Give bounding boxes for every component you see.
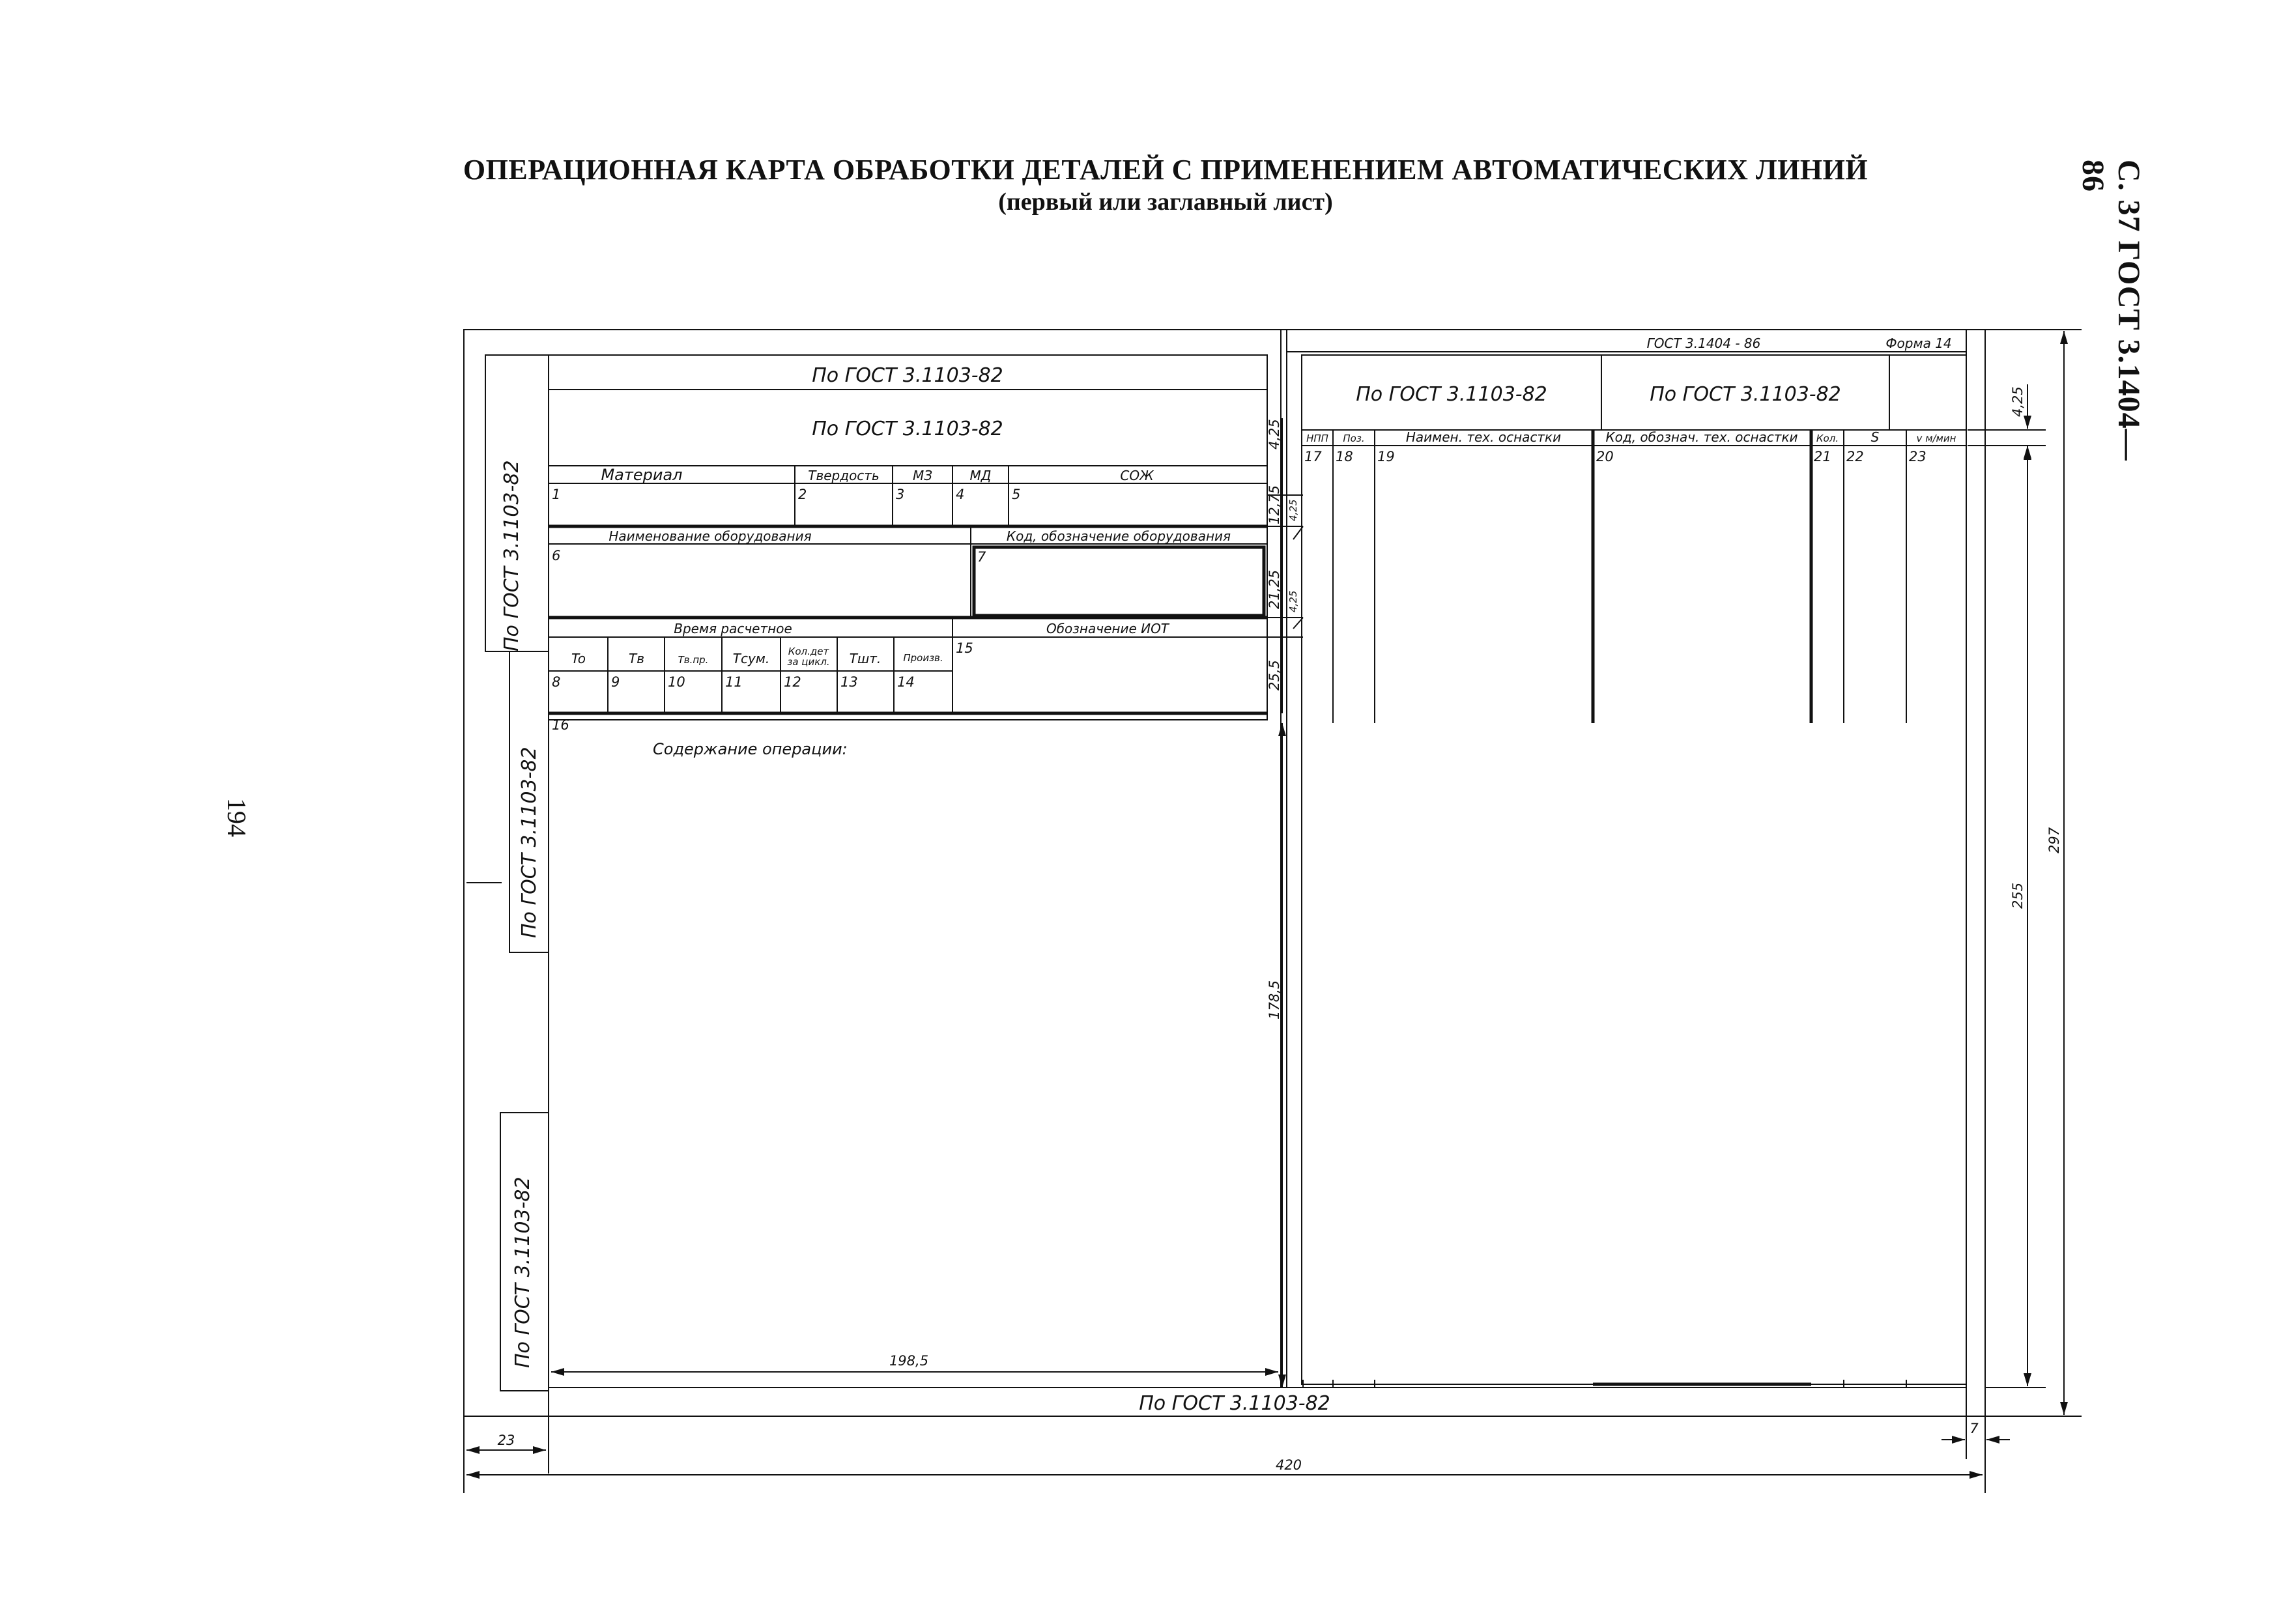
dim-255: 255	[2010, 882, 2026, 909]
dim-4-25-left: 4,25	[1267, 419, 1282, 449]
dim-25-5: 25,5	[1267, 660, 1282, 691]
outer-dim-lines	[466, 331, 2064, 1475]
cell-23: 23	[1909, 449, 1927, 464]
cell-9: 9	[611, 674, 620, 690]
dim-4-25-small-1: 4,25	[1287, 499, 1299, 521]
cell-5: 5	[1012, 487, 1021, 502]
col-qty: Кол.	[1816, 433, 1839, 444]
cell-7: 7	[977, 549, 986, 565]
margin-ref-top: По ГОСТ 3.1103-82	[500, 460, 523, 651]
col-to: To	[571, 651, 586, 666]
dim-198-5: 198,5	[889, 1353, 929, 1369]
cell-11: 11	[725, 674, 743, 690]
margin-ref-bottom: По ГОСТ 3.1103-82	[511, 1176, 534, 1368]
label-operation-content: Содержание операции:	[653, 740, 848, 758]
cell-20: 20	[1596, 449, 1614, 464]
cell-19: 19	[1377, 449, 1395, 464]
col-tsum: Tсум.	[732, 651, 770, 666]
label-coolant: СОЖ	[1120, 468, 1154, 483]
dim-178-5: 178,5	[1267, 980, 1282, 1019]
page-subtitle: (первый или заглавный лист)	[998, 188, 1333, 216]
left-header-ref-2: По ГОСТ 3.1103-82	[812, 418, 1003, 440]
label-material: Материал	[601, 466, 683, 484]
gost-label: ГОСТ 3.1404 - 86	[1646, 335, 1761, 351]
col-speed: v м/мин	[1916, 433, 1956, 444]
dim-12-75: 12,75	[1267, 485, 1282, 524]
dim-21-25: 21,25	[1267, 569, 1282, 609]
cell-16: 16	[552, 717, 569, 733]
margin-ref-middle: По ГОСТ 3.1103-82	[518, 747, 541, 938]
dim-7: 7	[1970, 1421, 1979, 1436]
cell-15: 15	[956, 640, 973, 656]
col-parts-per-cycle: Кол.дет за цикл.	[787, 646, 830, 668]
label-time: Время расчетное	[674, 621, 792, 636]
dim-4-25-right: 4,25	[2010, 386, 2026, 417]
page-number: 194	[222, 798, 251, 837]
dim-420: 420	[1275, 1457, 1302, 1473]
dim-297: 297	[2046, 827, 2062, 853]
label-iot: Обозначение ИОТ	[1046, 621, 1169, 636]
bottom-ref: По ГОСТ 3.1103-82	[1139, 1392, 1330, 1415]
col-tv: Tв	[628, 651, 645, 666]
side-header: С. 37 ГОСТ 3.1404—86	[2076, 160, 2146, 461]
right-header-lines	[1287, 352, 1966, 1388]
col-productivity: Произв.	[903, 652, 943, 664]
left-dim-lines	[1267, 418, 1303, 1388]
col-pos: Поз.	[1343, 433, 1365, 444]
form-label: Форма 14	[1885, 335, 1952, 351]
col-tsht: Tшт.	[849, 651, 881, 666]
cell-1: 1	[552, 487, 561, 502]
cell-4: 4	[956, 487, 965, 502]
col-s: S	[1870, 429, 1880, 445]
dim-4-25-small-2: 4,25	[1287, 590, 1299, 612]
dim-23: 23	[497, 1432, 515, 1448]
cell-21: 21	[1814, 449, 1831, 464]
cell-12: 12	[784, 674, 801, 690]
col-npp: НПП	[1306, 433, 1328, 444]
cell-10: 10	[668, 674, 685, 690]
cell-2: 2	[798, 487, 807, 502]
page-title: ОПЕРАЦИОННАЯ КАРТА ОБРАБОТКИ ДЕТАЛЕЙ С ПРИМЕНЕНИЕМ АВТОМАТИЧЕСКИХ ЛИНИЙ	[463, 154, 1869, 186]
cell-8: 8	[552, 674, 561, 690]
right-header-ref-1: По ГОСТ 3.1103-82	[1356, 383, 1547, 406]
right-header-ref-2: По ГОСТ 3.1103-82	[1650, 383, 1841, 406]
label-hardness: Твердость	[808, 468, 880, 483]
cell-17: 17	[1304, 449, 1322, 464]
col-tool-name: Наимен. тех. оснастки	[1405, 429, 1562, 445]
cell-18: 18	[1336, 449, 1353, 464]
cell-14: 14	[897, 674, 915, 690]
col-tvpr: Tв.пр.	[678, 654, 709, 666]
cell-3: 3	[896, 487, 905, 502]
cell-6: 6	[552, 548, 561, 563]
label-equipment-code: Код, обозначение оборудования	[1006, 528, 1231, 544]
left-header-ref-1: По ГОСТ 3.1103-82	[812, 364, 1003, 387]
col-tool-code: Код, обознач. тех. оснастки	[1605, 429, 1798, 445]
label-equipment-name: Наименование оборудования	[609, 528, 812, 544]
cell-22: 22	[1846, 449, 1864, 464]
label-md: МД	[969, 468, 992, 483]
label-mz: МЗ	[912, 468, 933, 483]
cell-13: 13	[840, 674, 858, 690]
